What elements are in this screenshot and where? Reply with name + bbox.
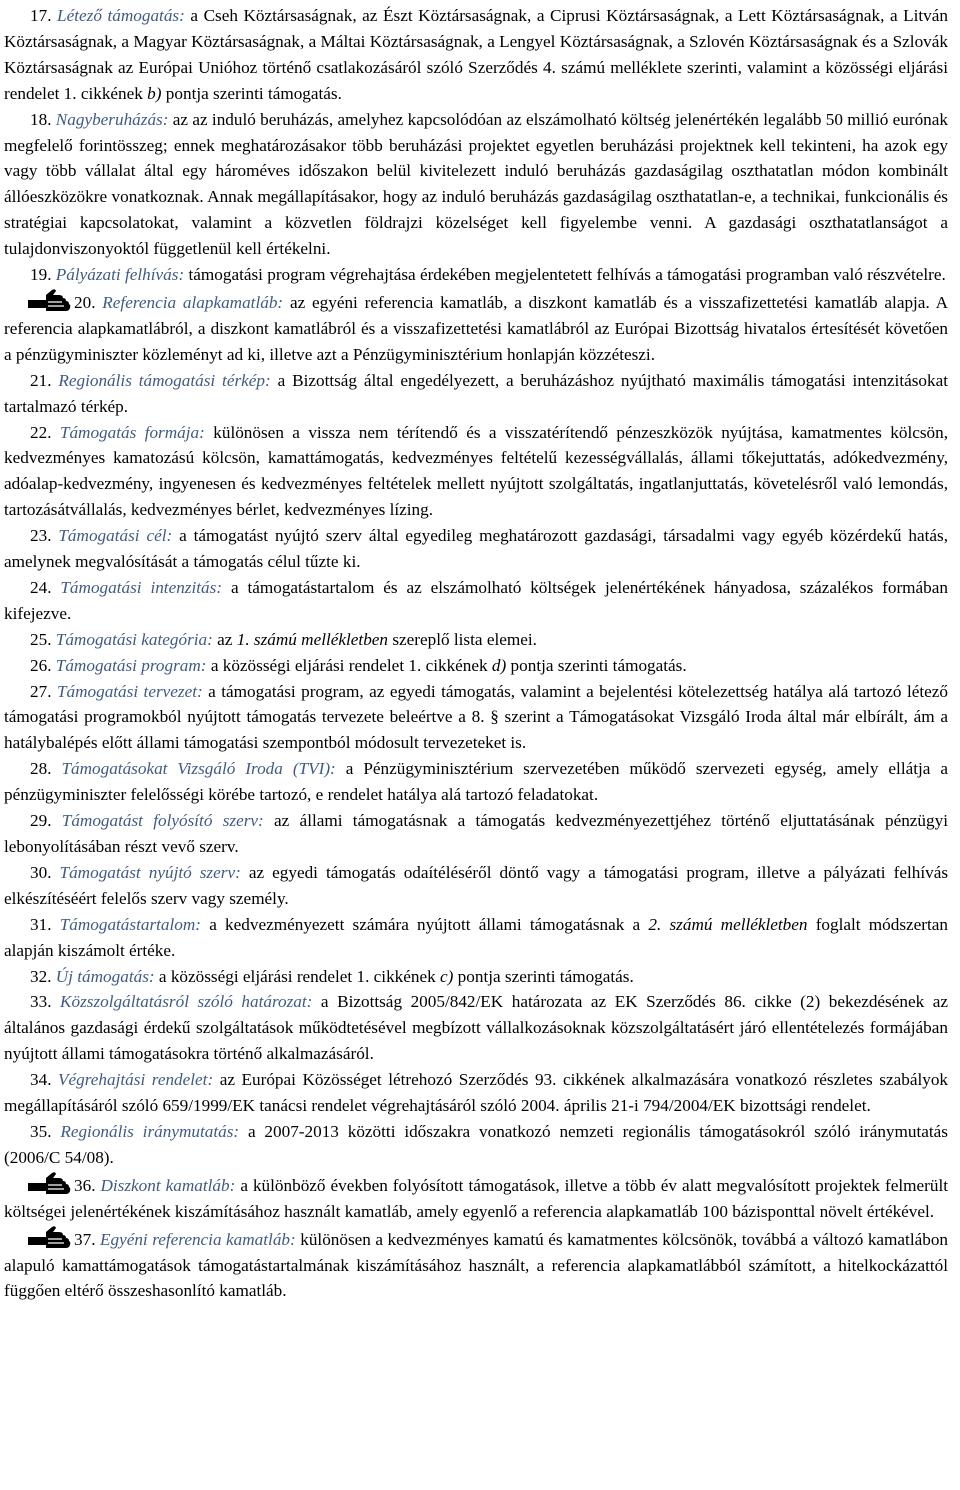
para-number: 26. [30, 655, 56, 675]
para-33 [4, 989, 948, 1067]
para-number: 24. [30, 577, 61, 597]
para-20 [4, 288, 948, 368]
body-text: pontja szerinti támogatás. [453, 966, 634, 986]
pointing-hand-icon [26, 288, 72, 314]
para-number: 31. [30, 914, 60, 934]
body-text: a Pénzügyminisztérium szervezetében működő szervezeti egység, amely ellátja a pénzügyminiszter felelősségi körébe tartozó, e rendelet hatálya alá tartozó feladatokat. [4, 759, 949, 805]
body-text: az egyedi támogatás odaítéléséről döntő vagy a támogatási program, illetve a pályázati felhívás elkészítéséért felelős szerv vagy személy. [4, 862, 949, 908]
body-text: a 2007-2013 közötti időszakra vonatkozó nemzeti regionális támogatásokról szóló iránymutatás (2006/C 54/08). [4, 1121, 948, 1167]
defined-term: Végrehajtási rendelet: [58, 1070, 214, 1090]
defined-term: Támogatásokat Vizsgáló Iroda (TVI): [61, 759, 336, 779]
italic-text: 2. számú mellékletben [648, 914, 808, 934]
body-text: különösen a vissza nem térítendő és a visszatérítendő pénzeszközök nyújtása, kamatmentes kölcsön, kedvezményes kamatozású kölcsön, kamattámogatás, kedvezményes feltételű kezességvállalás, állami tőkejuttatás, adókedvezmény, adóalap-kedvezmény, ingyenesen és kedvezményes feltételek mellett nyújtott szolgáltatás, ingatlanjuttatás, követelésről való lemondás, tartozásátvállalás, kedvezményes bérlet, kedvezményes lízing. [4, 422, 949, 520]
body-text: szereplő lista elemei. [388, 629, 537, 649]
body-text: az állami támogatásnak a támogatás kedvezményezettjéhez történő eljuttatásának pénzügyi lebonyolításában részt vevő szerv. [4, 811, 948, 856]
para-32 [4, 964, 948, 990]
body-text: különösen a kedvezményes kamatú és kamatmentes kölcsönök, továbbá a változó kamatlábon alapuló kamattámogatások támogatástartalmának kiszámításához használt, a referencia alapkamatlábból számított, a hitelkockázattól függően eltérő összeshasonlító kamatláb. [4, 1229, 949, 1301]
defined-term: Közszolgáltatásról szóló határozat: [60, 992, 313, 1012]
para-29 [4, 808, 948, 860]
para-number: 22. [30, 422, 60, 442]
body-text: az az induló beruházás, amelyhez kapcsolódóan az elszámolható költség jelenértékén legalább 50 millió eurónak megfelelő forintösszeg; ennek meghatározásakor több beruházási projektet egyetlen beruházási projektnek kell tekinteni, ha azok egy vagy több vállalat által egy hároméves időszakon belül kivitelezett induló beruházás gazdaságilag oszthatatlan módon kombinált állóeszközökre vonatkoznak. Annak megállapításakor, hogy az induló beruházás gazdaságilag oszthatatlan-e, a technikai, funkcionális és stratégiai kapcsolatokat, valamint a közvetlen földrajzi közelséget kell figyelembe venni. A gazdasági oszthatatlanságot a tulajdonviszonyoktól függetlenül kell értékelni. [4, 109, 948, 259]
italic-text: c) [440, 966, 454, 986]
para-24 [4, 575, 948, 627]
body-text: pontja szerinti támogatás. [161, 83, 342, 103]
para-18 [4, 107, 948, 262]
body-text: a támogatási program, az egyedi támogatás, valamint a bejelentési kötelezettség hatálya alá tartozó létező támogatási programokból nyújtott támogatás tervezete beleértve a 8. § szerint a Támogatásokat Vizsgáló Iroda által már elbírált, ám a hatálybalépés előtt állami támogatási szempontból módosult tervezeteket is. [4, 681, 948, 753]
defined-term: Regionális iránymutatás: [60, 1121, 240, 1141]
para-36 [4, 1171, 948, 1225]
body-text: az Európai Közösséget létrehozó Szerződés 93. cikkének alkalmazására vonatkozó részletes szabályok megállapításáról szóló 659/1999/EK tanácsi rendelet végrehajtásáról szóló 2004. április 21-i 794/2004/EK bizottsági rendelet. [4, 1070, 949, 1116]
defined-term: Regionális támogatási térkép: [58, 370, 271, 390]
para-number: 20. [74, 292, 103, 312]
para-21 [4, 368, 948, 420]
para-17 [4, 3, 948, 107]
defined-term: Támogatási intenzitás: [60, 577, 223, 597]
italic-text: d) [491, 655, 507, 675]
italic-text: b) [147, 83, 162, 103]
para-26 [4, 653, 948, 679]
italic-text: 1. számú mellékletben [236, 629, 389, 649]
body-text: az [212, 629, 237, 649]
para-34 [4, 1067, 948, 1119]
para-number: 33. [30, 992, 61, 1012]
para-number: 23. [30, 526, 59, 546]
body-text: a Bizottság által engedélyezett, a beruházáshoz nyújtható maximális támogatási intenzitásokat tartalmazó térkép. [4, 370, 948, 416]
body-text: foglalt módszertan alapján kiszámolt értéke. [4, 914, 948, 960]
defined-term: Támogatástartalom: [59, 914, 202, 934]
para-number: 27. [30, 681, 57, 701]
para-25 [4, 627, 948, 653]
para-number: 25. [30, 629, 56, 649]
para-number: 37. [74, 1229, 100, 1249]
pointing-hand-icon [26, 1225, 72, 1251]
para-number: 17. [30, 6, 58, 25]
para-22 [4, 420, 948, 524]
defined-term: Létező támogatás: [57, 6, 185, 25]
defined-term: Támogatást nyújtó szerv: [59, 862, 241, 882]
para-number: 30. [30, 862, 60, 882]
para-19 [4, 262, 948, 288]
para-number: 36. [74, 1175, 101, 1195]
defined-term: Referencia alapkamatláb: [102, 292, 284, 312]
defined-term: Támogatási cél: [58, 526, 173, 546]
para-number: 28. [30, 759, 62, 779]
para-35 [4, 1119, 948, 1171]
body-text: a Bizottság 2005/842/EK határozata az EK Szerződés 86. cikke (2) bekezdésének az általános gazdasági érdekű szolgáltatások működtetésével megbízott vállalkozásoknak közszolgáltatásért járó ellentételezés formájában nyújtott állami támogatásokra történő alkalmazásáról. [4, 992, 948, 1064]
defined-term: Támogatási kategória: [55, 629, 213, 649]
body-text: a Cseh Köztársaságnak, az Észt Köztársaságnak, a Ciprusi Köztársaságnak, a Lett Köztársaságnak, a Litván Köztársaságnak, a Magyar Köztársaságnak, a Máltai Köztársaságnak, a Lengyel Köztársaságnak, a Szlovén Köztársaságnak és a Szlovák Köztársaságnak az Európai Unióhoz történő csatlakozásáról szóló Szerződés 4. számú melléklete szerinti, valamint a közösségi eljárási rendelet 1. cikkének [4, 6, 948, 103]
para-number: 29. [30, 811, 62, 831]
para-27 [4, 679, 948, 757]
para-28 [4, 756, 948, 808]
defined-term: Nagyberuházás: [55, 109, 169, 129]
para-number: 35. [30, 1121, 61, 1141]
body-text: támogatási program végrehajtása érdekében megjelentetett felhívás a támogatási programban való részvételre. [184, 265, 946, 285]
para-30 [4, 860, 948, 912]
body-text: a közösségi eljárási rendelet 1. cikkének [154, 966, 440, 986]
defined-term: Támogatási program: [55, 655, 207, 675]
body-text: a támogatástartalom és az elszámolható költségek jelenértékének hányadosa, százalékos formában kifejezve. [4, 577, 948, 623]
defined-term: Támogatást folyósító szerv: [61, 811, 264, 831]
defined-term: Új támogatás: [55, 966, 155, 986]
defined-term: Egyéni referencia kamatláb: [99, 1229, 296, 1249]
para-number: 32. [30, 966, 56, 986]
body-text: az egyéni referencia kamatláb, a diszkont kamatláb és a visszafizettetési kamatláb alapja. A referencia alapkamatlábról, a diszkont kamatlábról és a visszafizettetési kamatlábról az Európai Bizottság hivatalos értesítését követően a pénzügyminiszter közleményt ad ki, illetve azt a Pénzügyminisztérium honlapján közzéteszi. [4, 292, 948, 364]
defined-term: Támogatási tervezet: [56, 681, 203, 701]
para-number: 18. [30, 109, 56, 129]
para-number: 21. [30, 370, 59, 390]
para-23 [4, 523, 948, 575]
pointing-hand-icon [26, 1171, 72, 1197]
body-text: a közösségi eljárási rendelet 1. cikkének [206, 655, 492, 675]
defined-term: Pályázati felhívás: [55, 265, 185, 285]
para-number: 19. [30, 265, 56, 285]
para-31 [4, 912, 948, 964]
body-text: a kedvezményezett számára nyújtott állami támogatásnak a [201, 914, 649, 934]
body-text: a támogatást nyújtó szerv által egyedileg meghatározott gazdasági, társadalmi vagy egyéb közérdekű hatás, amelynek megvalósítását a támogatás célul tűzte ki. [4, 526, 948, 572]
para-37 [4, 1225, 948, 1305]
defined-term: Diszkont kamatláb: [100, 1175, 236, 1195]
body-text: a különböző években folyósított támogatások, illetve a több év alatt megvalósított projektek felmerült költségei jelenértékének kiszámításához használt kamatláb, amely egyenlő a referencia alapkamatláb 100 bázisponttal növelt értékével. [4, 1175, 949, 1221]
body-text: pontja szerinti támogatás. [506, 655, 687, 675]
para-number: 34. [30, 1070, 59, 1090]
defined-term: Támogatás formája: [59, 422, 205, 442]
